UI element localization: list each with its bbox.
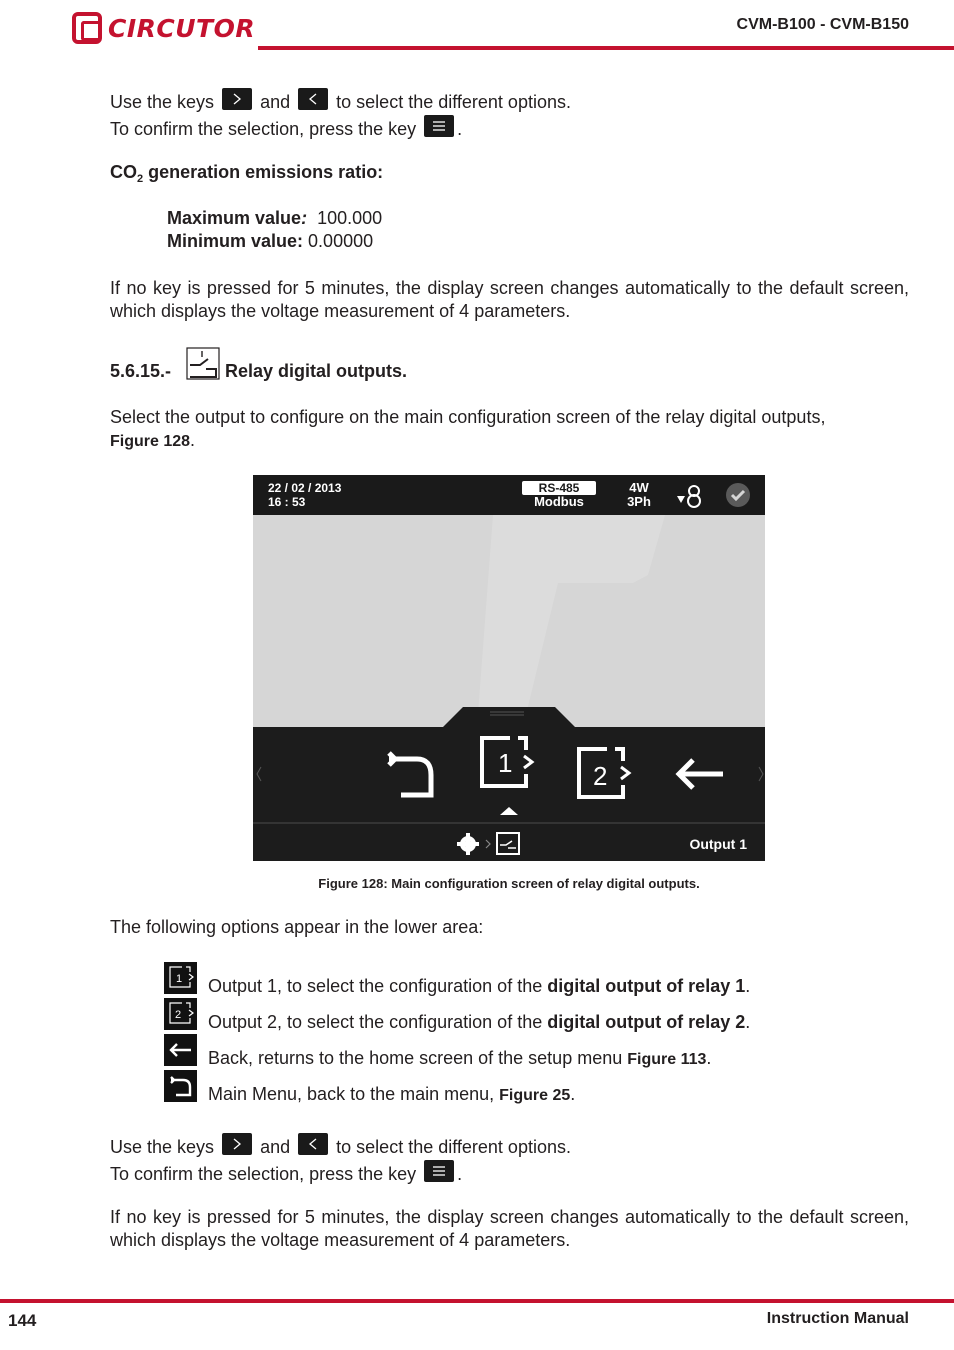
option-output-1 — [208, 975, 750, 998]
option-output-2 — [208, 1011, 750, 1034]
confirm-prefix-2: To confirm the selection, press the key — [110, 1164, 417, 1184]
load-indicator-icon — [677, 483, 705, 509]
circutor-logo-mark — [72, 12, 102, 44]
keys-and: and — [260, 92, 291, 112]
keys-suffix-2: to select the different options. — [336, 1137, 571, 1157]
header-rule — [258, 46, 954, 50]
option-output-1-bold: digital output of relay 1 — [547, 976, 746, 996]
select-output-end: . — [190, 430, 196, 450]
footer-label: Instruction Manual — [766, 1310, 909, 1327]
relay-output-icon — [186, 347, 220, 380]
option-back-text: Back, returns to the home screen of the setup menu — [208, 1048, 628, 1068]
confirm-instruction — [110, 115, 909, 141]
timeout-paragraph-1: If no key is pressed for 5 minutes, the display screen changes automatically to the default screen, which displays the voltage measurement of 4 parameters. — [110, 278, 909, 321]
figure-reference: Figure 128 — [110, 433, 191, 450]
menu-key-icon — [424, 115, 454, 137]
footer-rule — [0, 1299, 954, 1303]
svg-text:2: 2 — [175, 1009, 182, 1021]
settings-gear-icon — [457, 833, 479, 855]
brand-name: CIRCUTOR — [108, 13, 256, 43]
co2-heading — [110, 161, 909, 191]
output-2-icon[interactable] — [577, 747, 637, 801]
circutor-logo — [72, 12, 255, 44]
check-icon — [725, 482, 751, 508]
max-value-colon: : — [301, 208, 308, 228]
timeout-paragraph-2: If no key is pressed for 5 minutes, the display screen changes automatically to the default screen, which displays the voltage measurement of 4 parameters. — [110, 1207, 909, 1250]
option-main-menu-icon — [164, 1070, 197, 1102]
page-number: 144 — [8, 1311, 37, 1330]
left-key-icon — [298, 1133, 328, 1155]
option-output-1-end: . — [745, 976, 751, 996]
co2-heading-prefix: CO — [110, 162, 137, 182]
svg-text:1: 1 — [176, 973, 183, 985]
option-main-menu-text: Main Menu, back to the main menu, — [208, 1084, 500, 1104]
status-time: 16 : 53 — [268, 495, 306, 509]
current-output-label: Output 1 — [689, 836, 747, 852]
output-1-icon[interactable] — [480, 736, 540, 790]
figure-caption: Figure 128: Main configuration screen of relay digital outputs. — [318, 876, 700, 891]
option-output-1-text: Output 1, to select the configuration of the — [208, 976, 548, 996]
select-output-text: Select the output to configure on the main configuration screen of the relay digital outputs, — [110, 407, 826, 427]
keys-instruction — [110, 88, 909, 114]
main-menu-icon[interactable] — [387, 745, 439, 801]
option-back — [208, 1047, 711, 1071]
co2-heading-suffix: generation emissions ratio: — [143, 162, 384, 182]
option-output-1-icon — [164, 962, 197, 994]
co2-heading-sub: 2 — [137, 173, 144, 185]
option-output-2-bold: digital output of relay 2 — [547, 1012, 746, 1032]
keys-prefix: Use the keys — [110, 92, 215, 112]
option-back-end: . — [706, 1048, 712, 1068]
display-background — [253, 515, 765, 727]
back-arrow-icon[interactable] — [673, 756, 727, 792]
option-output-2-text: Output 2, to select the configuration of the — [208, 1012, 548, 1032]
option-output-2-icon — [164, 998, 197, 1030]
phases-label: 3Ph — [627, 494, 651, 509]
max-value: 100.000 — [317, 208, 383, 228]
keys-prefix-2: Use the keys — [110, 1137, 215, 1157]
svg-text:2: 2 — [593, 761, 608, 791]
min-value: 0.00000 — [308, 231, 374, 251]
confirm-prefix: To confirm the selection, press the key — [110, 119, 417, 139]
left-key-icon — [298, 88, 328, 110]
min-value-label: Minimum value: — [167, 231, 304, 251]
status-bar — [253, 475, 765, 515]
option-main-menu — [208, 1083, 575, 1107]
keys-instruction-2 — [110, 1133, 909, 1159]
right-key-icon — [222, 1133, 252, 1155]
keys-suffix: to select the different options. — [336, 92, 571, 112]
status-date: 22 / 02 / 2013 — [268, 481, 342, 495]
document-title: CVM-B100 - CVM-B150 — [736, 16, 909, 33]
menu-key-icon — [424, 1160, 454, 1182]
section-number: 5.6.15.- — [110, 361, 172, 381]
options-intro: The following options appear in the lower area: — [110, 917, 484, 937]
keys-and-2: and — [260, 1137, 291, 1157]
select-output-paragraph — [110, 406, 909, 453]
breadcrumb — [456, 832, 526, 858]
section-title: Relay digital outputs. — [225, 361, 408, 381]
co2-max-line — [167, 207, 767, 230]
right-key-icon — [222, 88, 252, 110]
option-back-ref: Figure 113 — [627, 1051, 707, 1068]
confirm-instruction-2 — [110, 1160, 909, 1186]
confirm-suffix: . — [457, 119, 463, 139]
option-back-icon — [164, 1034, 197, 1066]
max-value-label: Maximum value — [167, 208, 302, 228]
relay-output-icon — [497, 833, 519, 854]
confirm-suffix-2: . — [457, 1164, 463, 1184]
device-screen — [253, 475, 765, 861]
co2-min-line — [167, 230, 767, 253]
option-main-menu-ref: Figure 25 — [499, 1087, 571, 1104]
svg-text:1: 1 — [498, 748, 513, 778]
protocol-label: Modbus — [534, 494, 584, 509]
option-main-menu-end: . — [570, 1084, 576, 1104]
comm-badge: RS-485 — [522, 481, 596, 495]
display-area — [253, 515, 765, 727]
option-output-2-end: . — [745, 1012, 751, 1032]
wires-label: 4W — [629, 480, 649, 495]
